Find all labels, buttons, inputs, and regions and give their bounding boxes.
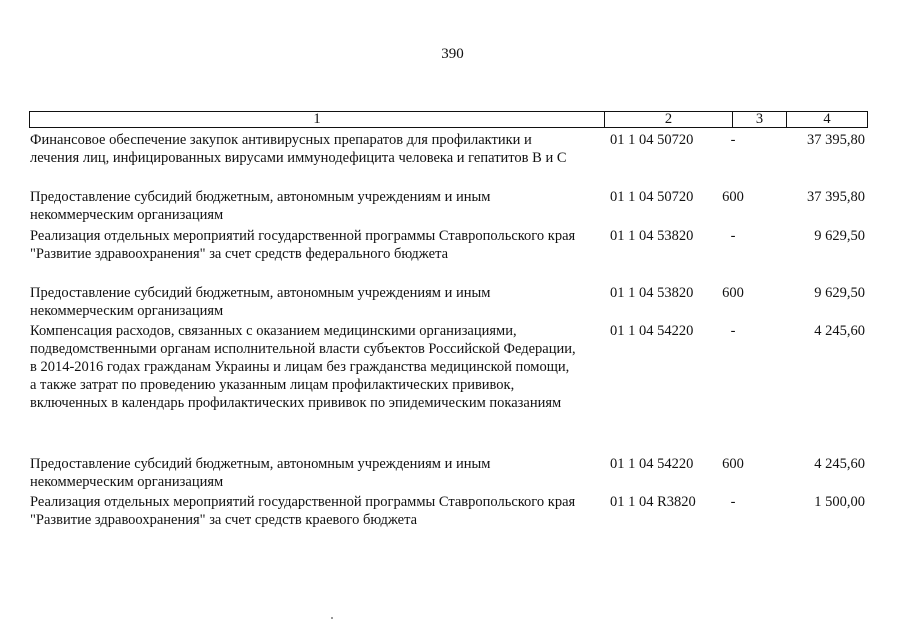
column-header-3: 3 — [733, 112, 787, 127]
table-header — [29, 111, 868, 128]
description-line: включенных в календарь профилактических прививок по эпидемическим показаниям — [30, 395, 562, 411]
row-description — [30, 284, 608, 320]
row-amount: 4 245,60 — [814, 323, 865, 339]
description-line: некоммерческим организациям — [30, 303, 224, 319]
row-description — [30, 131, 608, 167]
description-line: Финансовое обеспечение закупок антивирусных препаратов для профилактики и — [30, 132, 532, 148]
row-code: 01 1 04 53820 — [610, 228, 694, 244]
row-code: 01 1 04 R3820 — [610, 494, 696, 510]
row-type: 600 — [722, 285, 744, 301]
description-line: Компенсация расходов, связанных с оказанием медицинскими организациями, — [30, 323, 517, 339]
row-description — [30, 227, 608, 263]
row-description — [30, 493, 608, 529]
row-description — [30, 322, 608, 412]
column-header-1: 1 — [30, 112, 605, 127]
row-type: 600 — [722, 456, 744, 472]
scan-speck — [331, 617, 333, 619]
row-description — [30, 188, 608, 224]
row-amount: 37 395,80 — [807, 132, 865, 148]
row-code: 01 1 04 50720 — [610, 132, 694, 148]
description-line: подведомственными органам исполнительной власти субъектов Российской Федерации, — [30, 341, 576, 357]
description-line: Предоставление субсидий бюджетным, автономным учреждениям и иным — [30, 456, 491, 472]
row-type: - — [730, 132, 736, 148]
description-line: некоммерческим организациям — [30, 207, 224, 223]
column-header-2: 2 — [605, 112, 733, 127]
description-line: в 2014-2016 годах гражданам Украины и лицам без гражданства медицинской помощи, — [30, 359, 570, 375]
row-amount: 4 245,60 — [814, 456, 865, 472]
row-description — [30, 455, 608, 491]
row-amount: 9 629,50 — [814, 228, 865, 244]
description-line: а также затрат по проведению указанным лицам профилактических прививок, — [30, 377, 515, 393]
row-code: 01 1 04 54220 — [610, 323, 694, 339]
row-amount: 37 395,80 — [807, 189, 865, 205]
description-line: Предоставление субсидий бюджетным, автономным учреждениям и иным — [30, 285, 491, 301]
row-type: 600 — [722, 189, 744, 205]
page-number: 390 — [441, 46, 464, 62]
row-type: - — [730, 494, 736, 510]
description-line: лечения лиц, инфицированных вирусами иммунодефицита человека и гепатитов В и С — [30, 150, 567, 166]
description-line: "Развитие здравоохранения" за счет средств краевого бюджета — [30, 512, 418, 528]
row-type: - — [730, 323, 736, 339]
description-line: "Развитие здравоохранения" за счет средств федерального бюджета — [30, 246, 449, 262]
description-line: Реализация отдельных мероприятий государственной программы Ставропольского края — [30, 494, 576, 510]
row-amount: 9 629,50 — [814, 285, 865, 301]
row-code: 01 1 04 50720 — [610, 189, 694, 205]
row-type: - — [730, 228, 736, 244]
row-code: 01 1 04 54220 — [610, 456, 694, 472]
row-code: 01 1 04 53820 — [610, 285, 694, 301]
description-line: Реализация отдельных мероприятий государственной программы Ставропольского края — [30, 228, 576, 244]
column-header-4: 4 — [823, 111, 831, 127]
description-line: Предоставление субсидий бюджетным, автономным учреждениям и иным — [30, 189, 491, 205]
row-amount: 1 500,00 — [814, 494, 865, 510]
description-line: некоммерческим организациям — [30, 474, 224, 490]
